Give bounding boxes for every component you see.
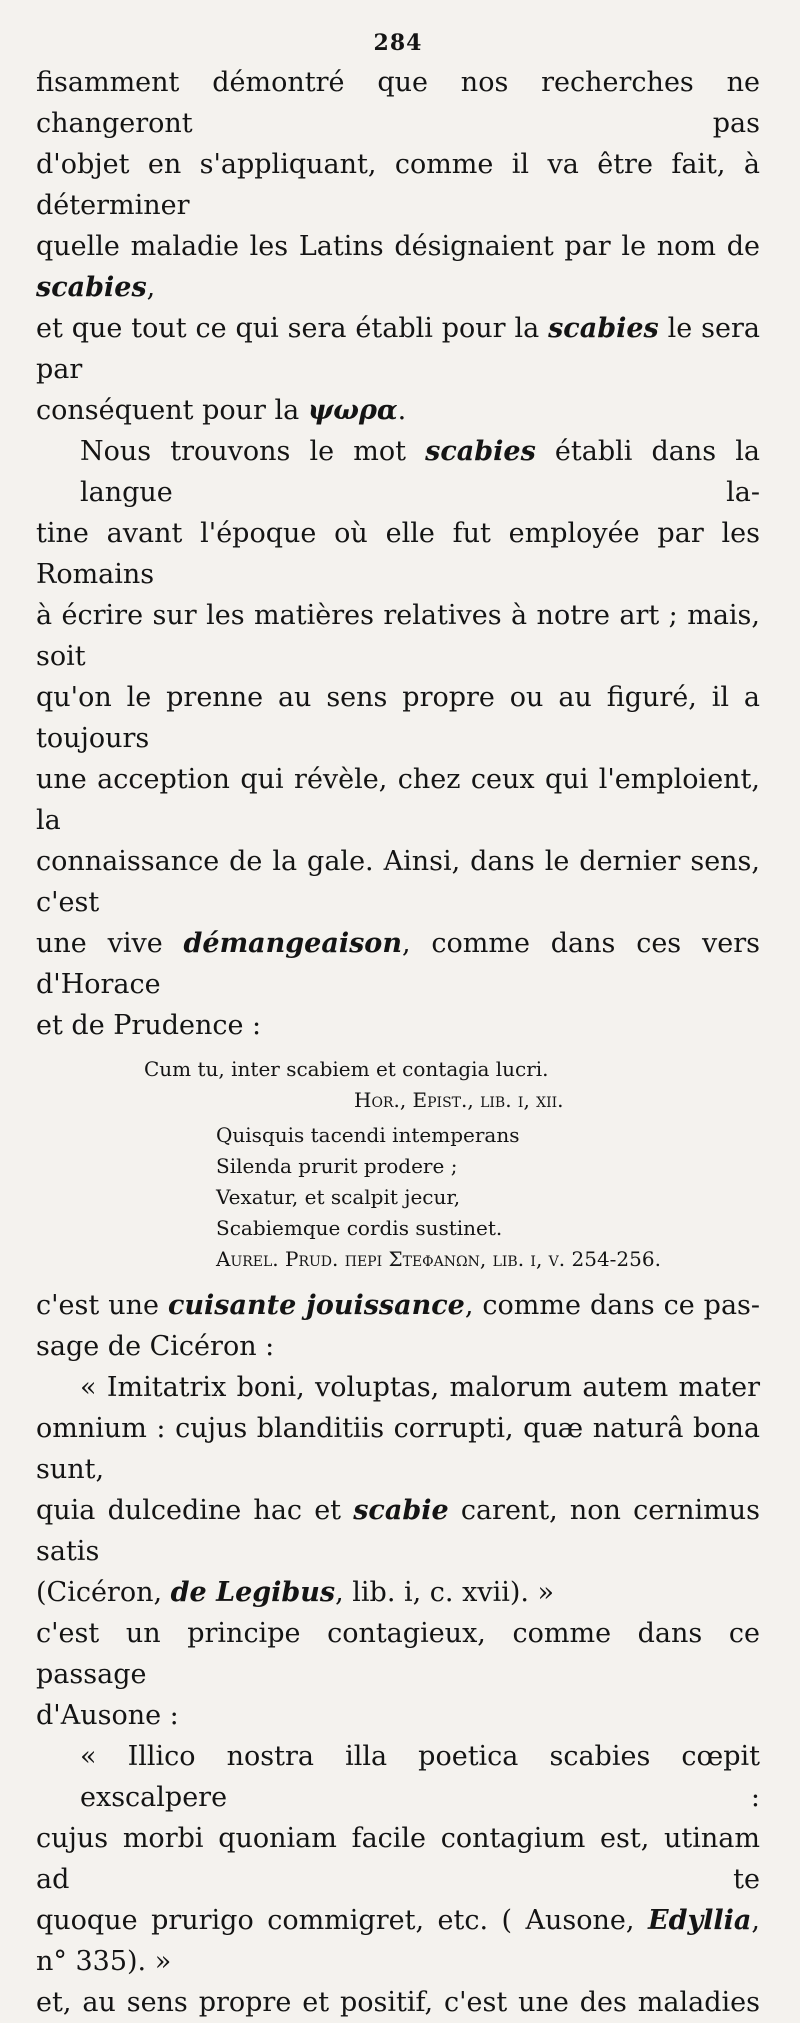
verse-line: Vexatur, et scalpit jecur, bbox=[216, 1185, 461, 1209]
paragraph-7 bbox=[36, 1982, 760, 2023]
italic-term: cuisante jouissance bbox=[167, 1290, 465, 1321]
italic-term: scabies bbox=[425, 436, 536, 467]
verse-line: Quisquis tacendi intemperans bbox=[216, 1123, 520, 1147]
text-line: d'objet en s'appliquant, comme il va être fait, à déterminer bbox=[36, 149, 760, 221]
text-line: d'Ausone : bbox=[36, 1700, 179, 1731]
italic-term: scabies bbox=[36, 272, 147, 303]
italic-term: démangeaison bbox=[183, 928, 402, 959]
text-line: Nous trouvons le mot scabies établi dans la langue la- bbox=[80, 436, 761, 508]
italic-term: scabies bbox=[548, 313, 659, 344]
italic-term: Edyllia bbox=[647, 1905, 752, 1936]
text-line: quoque prurigo commigret, etc. ( Ausone, Edyllia, bbox=[36, 1905, 760, 1936]
text-line: cujus morbi quoniam facile contagium est, utinam ad te bbox=[36, 1823, 760, 1895]
text-line: omnium : cujus blanditiis corrupti, quæ naturâ bona sunt, bbox=[36, 1413, 760, 1485]
text-line: une acception qui révèle, chez ceux qui l'emploient, la bbox=[36, 764, 760, 836]
paragraph-3 bbox=[36, 1285, 760, 1367]
text-line: tine avant l'époque où elle fut employée par les Romains bbox=[36, 518, 760, 590]
paragraph-2 bbox=[36, 431, 760, 1046]
text-line: et, au sens propre et positif, c'est une des maladies bbox=[36, 1987, 760, 2018]
text-line: quelle maladie les Latins désignaient par le nom de scabies, bbox=[36, 231, 760, 303]
verse-line: Cum tu, inter scabiem et contagia lucri. bbox=[144, 1057, 549, 1081]
text-line: n° 335). » bbox=[36, 1946, 172, 1977]
text-line: une vive démangeaison, comme dans ces vers d'Horace bbox=[36, 928, 760, 1000]
text-line: et de Prudence : bbox=[36, 1010, 262, 1041]
text-line: c'est un principe contagieux, comme dans ce passage bbox=[36, 1618, 760, 1690]
page-number: 284 bbox=[373, 30, 423, 56]
text-line: conséquent pour la ψωρα. bbox=[36, 395, 407, 426]
italic-term: de Legibus bbox=[170, 1577, 336, 1608]
text-line: sage de Cicéron : bbox=[36, 1331, 275, 1362]
paragraph-5 bbox=[36, 1613, 760, 1736]
paragraph-6 bbox=[36, 1736, 760, 1982]
text-line: (Cicéron, de Legibus, lib. i, c. xvii). » bbox=[36, 1577, 555, 1608]
verse-line: Silenda prurit prodere ; bbox=[216, 1154, 458, 1178]
text-line: « Illico nostra illa poetica scabies cœpit exscalpere : bbox=[80, 1741, 760, 1813]
text-line: qu'on le prenne au sens propre ou au figuré, il a toujours bbox=[36, 682, 760, 754]
citation: Aurel. Prud. περι Στεφανων, lib. i, v. 254-256. bbox=[216, 1247, 661, 1271]
text-line: et que tout ce qui sera établi pour la scabies le sera par bbox=[36, 313, 760, 385]
text-line: quia dulcedine hac et scabie carent, non cernimus satis bbox=[36, 1495, 760, 1567]
text-line: connaissance de la gale. Ainsi, dans le dernier sens, c'est bbox=[36, 846, 760, 918]
text-line: c'est une cuisante jouissance, comme dans ce pas- bbox=[36, 1290, 761, 1321]
citation: Hor., Epist., lib. i, xii. bbox=[354, 1088, 564, 1112]
verse-quote-horace bbox=[36, 1054, 760, 1275]
italic-term: scabie bbox=[353, 1495, 449, 1526]
text-line: à écrire sur les matières relatives à notre art ; mais, soit bbox=[36, 600, 760, 672]
paragraph-1 bbox=[36, 62, 760, 431]
text-line: « Imitatrix boni, voluptas, malorum autem mater bbox=[80, 1372, 760, 1403]
verse-line: Scabiemque cordis sustinet. bbox=[216, 1216, 503, 1240]
greek-term: ψωρα bbox=[307, 395, 398, 426]
text-line: fisamment démontré que nos recherches ne changeront pas bbox=[36, 67, 760, 139]
